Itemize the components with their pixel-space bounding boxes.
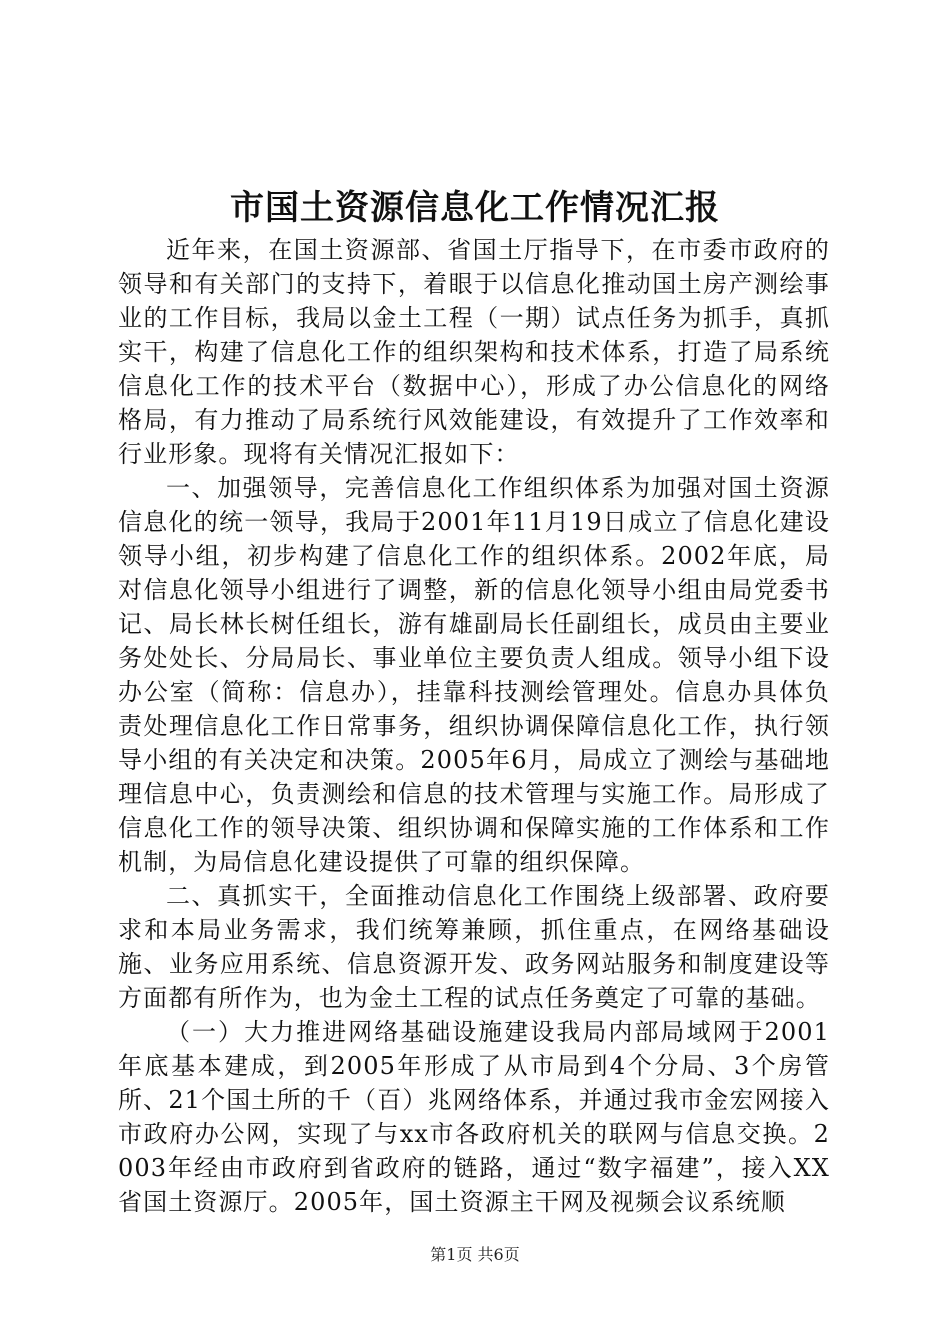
paragraph-section-2: 二、真抓实干，全面推动信息化工作围绕上级部署、政府要求和本局业务需求，我们统筹兼顾，抓住重点，在网络基础设施、业务应用系统、信息资源开发、政务网站服务和制度建设等方面都有所作为，也为金土工程的试点任务奠定了可靠的基础。	[118, 882, 830, 1012]
paragraph-subsection-1: （一）大力推进网络基础设施建设我局内部局域网于2001年底基本建成，到2005年形成了从市局到4个分局、3个房管所、21个国土所的千（百）兆网络体系，并通过我市金宏网接入市政府办公网，实现了与xx市各政府机关的联网与信息交换。2003年经由市政府到省政府的链路，通过“数字福建”，接入XX省国土资源厅。2005年，国土资源主干网及视频会议系统顺	[118, 1018, 830, 1216]
page-number-footer: 第1页 共6页	[430, 1245, 520, 1264]
document-body	[118, 233, 830, 1219]
document-title: 市国土资源信息化工作情况汇报	[230, 188, 720, 228]
paragraph-intro: 近年来，在国土资源部、省国土厅指导下，在市委市政府的领导和有关部门的支持下，着眼于以信息化推动国土房产测绘事业的工作目标，我局以金土工程（一期）试点任务为抓手，真抓实干，构建了信息化工作的组织架构和技术体系，打造了局系统信息化工作的技术平台（数据中心），形成了办公信息化的网络格局，有力推动了局系统行风效能建设，有效提升了工作效率和行业形象。现将有关情况汇报如下：	[118, 236, 830, 468]
paragraph-section-1: 一、加强领导，完善信息化工作组织体系为加强对国土资源信息化的统一领导，我局于2001年11月19日成立了信息化建设领导小组，初步构建了信息化工作的组织体系。2002年底，局对信息化领导小组进行了调整，新的信息化领导小组由局党委书记、局长林长树任组长，游有雄副局长任副组长，成员由主要业务处处长、分局局长、事业单位主要负责人组成。领导小组下设办公室（简称：信息办），挂靠科技测绘管理处。信息办具体负责处理信息化工作日常事务，组织协调保障信息化工作，执行领导小组的有关决定和决策。2005年6月，局成立了测绘与基础地理信息中心，负责测绘和信息的技术管理与实施工作。局形成了信息化工作的领导决策、组织协调和保障实施的工作体系和工作机制，为局信息化建设提供了可靠的组织保障。	[118, 474, 830, 876]
